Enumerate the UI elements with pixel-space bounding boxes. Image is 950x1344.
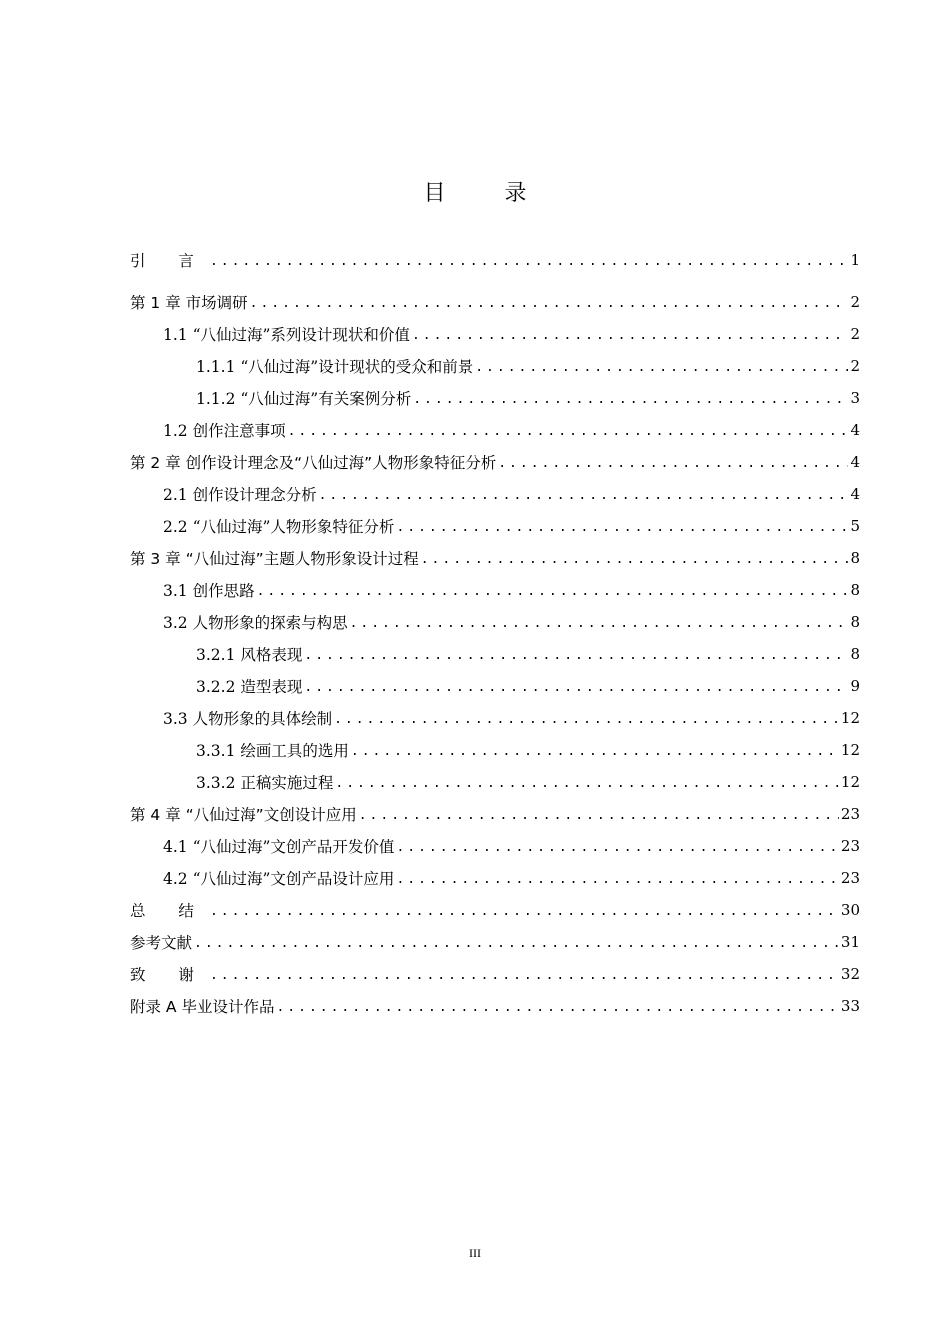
toc-entry-page: 5 xyxy=(850,517,860,535)
toc-entry[interactable] xyxy=(130,286,860,318)
toc-entry-page: 8 xyxy=(850,549,860,567)
toc-leader-dots xyxy=(276,992,838,1024)
toc-entry[interactable] xyxy=(130,766,860,798)
toc-entry-label: 第 2 章 创作设计理念及“八仙过海”人物形象特征分析 xyxy=(130,454,497,472)
toc-entry-label: 1.1.2 “八仙过海”有关案例分析 xyxy=(196,390,412,408)
toc-entry-page: 23 xyxy=(840,869,860,887)
toc-leader-dots xyxy=(335,768,839,800)
page-title: 目 录 xyxy=(423,181,553,206)
toc-entry[interactable] xyxy=(130,702,860,734)
toc-entry-label: 4.1 “八仙过海”文创产品开发价值 xyxy=(163,838,395,856)
toc-entry[interactable] xyxy=(130,382,860,414)
toc-leader-dots xyxy=(396,832,838,864)
toc-leader-dots xyxy=(210,896,839,928)
toc-entry[interactable] xyxy=(130,894,860,926)
toc-leader-dots xyxy=(498,448,848,480)
toc-entry-label: 1.1 “八仙过海”系列设计现状和价值 xyxy=(163,326,410,344)
toc-leader-dots xyxy=(304,672,848,704)
toc-entry-page: 30 xyxy=(840,901,860,919)
toc-entry[interactable] xyxy=(130,414,860,446)
toc-entry[interactable] xyxy=(130,862,860,894)
toc-entry[interactable] xyxy=(130,446,860,478)
toc-entry-page: 4 xyxy=(850,421,860,439)
toc-leader-dots xyxy=(421,544,849,576)
toc-entry-label: 第 1 章 市场调研 xyxy=(130,294,248,312)
toc-entry-label: 3.2 人物形象的探索与构思 xyxy=(163,614,348,632)
toc-entry[interactable] xyxy=(130,958,860,990)
toc-entry[interactable] xyxy=(130,542,860,574)
toc-entry[interactable] xyxy=(130,318,860,350)
toc-entry-label: 1.2 创作注意事项 xyxy=(163,422,286,440)
toc-entry[interactable] xyxy=(130,574,860,606)
toc-leader-dots xyxy=(396,512,848,544)
toc-entry[interactable] xyxy=(130,990,860,1022)
toc-leader-dots xyxy=(257,576,849,608)
toc-entry-page: 12 xyxy=(840,773,860,791)
toc-leader-dots xyxy=(194,928,839,960)
toc-entry-label: 3.2.1 风格表现 xyxy=(196,646,303,664)
toc-leader-dots xyxy=(210,960,839,992)
toc-entry[interactable] xyxy=(130,798,860,830)
toc-entry-page: 8 xyxy=(850,645,860,663)
toc-leader-dots xyxy=(319,480,849,512)
toc-leader-dots xyxy=(351,736,839,768)
toc-entry-page: 2 xyxy=(850,357,860,375)
toc-entry-label: 3.3.2 正稿实施过程 xyxy=(196,774,334,792)
toc-leader-dots xyxy=(396,864,838,896)
toc-entry-label: 第 4 章 “八仙过海”文创设计应用 xyxy=(130,806,357,824)
toc-entry-label: 4.2 “八仙过海”文创产品设计应用 xyxy=(163,870,395,888)
toc-leader-dots xyxy=(288,416,849,448)
toc-entry-label: 3.3.1 绘画工具的选用 xyxy=(196,742,349,760)
toc-entry-label: 3.2.2 造型表现 xyxy=(196,678,303,696)
toc-entry-page: 8 xyxy=(850,581,860,599)
toc-entry-page: 1 xyxy=(850,251,860,269)
toc-entry-page: 31 xyxy=(840,933,860,951)
toc-entry-page: 23 xyxy=(840,837,860,855)
toc-entry-page: 2 xyxy=(850,325,860,343)
toc-entry-label: 致 谢 xyxy=(130,966,208,984)
toc-entry[interactable] xyxy=(130,244,860,276)
toc-leader-dots xyxy=(250,288,849,320)
toc-entry[interactable] xyxy=(130,670,860,702)
toc-entry-page: 3 xyxy=(850,389,860,407)
toc-leader-dots xyxy=(304,640,848,672)
toc-entry-label: 引 言 xyxy=(130,252,208,270)
toc-entry-label: 第 3 章 “八仙过海”主题人物形象设计过程 xyxy=(130,550,419,568)
toc-entry-page: 33 xyxy=(840,997,860,1015)
toc-leader-dots xyxy=(413,384,848,416)
toc-entry-page: 9 xyxy=(850,677,860,695)
toc-entry-label: 3.3 人物形象的具体绘制 xyxy=(163,710,333,728)
toc-entry-page: 12 xyxy=(840,709,860,727)
toc-leader-dots xyxy=(334,704,839,736)
toc-leader-dots xyxy=(210,246,849,278)
toc-entry-label: 2.2 “八仙过海”人物形象特征分析 xyxy=(163,518,395,536)
toc-entry-label: 附录 A 毕业设计作品 xyxy=(130,998,275,1016)
page-number: III xyxy=(469,1246,481,1260)
toc-entry-label: 参考文献 xyxy=(130,934,193,952)
toc-entry[interactable] xyxy=(130,478,860,510)
toc-entry-page: 12 xyxy=(840,741,860,759)
toc-entry[interactable] xyxy=(130,510,860,542)
toc-entry-label: 总 结 xyxy=(130,902,208,920)
toc-entry[interactable] xyxy=(130,926,860,958)
toc-entry[interactable] xyxy=(130,606,860,638)
toc-entry-page: 4 xyxy=(850,453,860,471)
toc-entry[interactable] xyxy=(130,638,860,670)
toc-entry-page: 4 xyxy=(850,485,860,503)
toc-entry-page: 32 xyxy=(840,965,860,983)
toc-entry[interactable] xyxy=(130,830,860,862)
toc-leader-dots xyxy=(475,352,848,384)
toc-entry[interactable] xyxy=(130,350,860,382)
toc-entry-label: 1.1.1 “八仙过海”设计现状的受众和前景 xyxy=(196,358,474,376)
toc-leader-dots xyxy=(412,320,849,352)
toc-entry-label: 3.1 创作思路 xyxy=(163,582,255,600)
toc-entry-page: 2 xyxy=(850,293,860,311)
toc-leader-dots xyxy=(359,800,839,832)
toc-entry-label: 2.1 创作设计理念分析 xyxy=(163,486,317,504)
toc-entry-page: 8 xyxy=(850,613,860,631)
toc-leader-dots xyxy=(350,608,849,640)
toc-entry[interactable] xyxy=(130,734,860,766)
toc-entry-page: 23 xyxy=(840,805,860,823)
